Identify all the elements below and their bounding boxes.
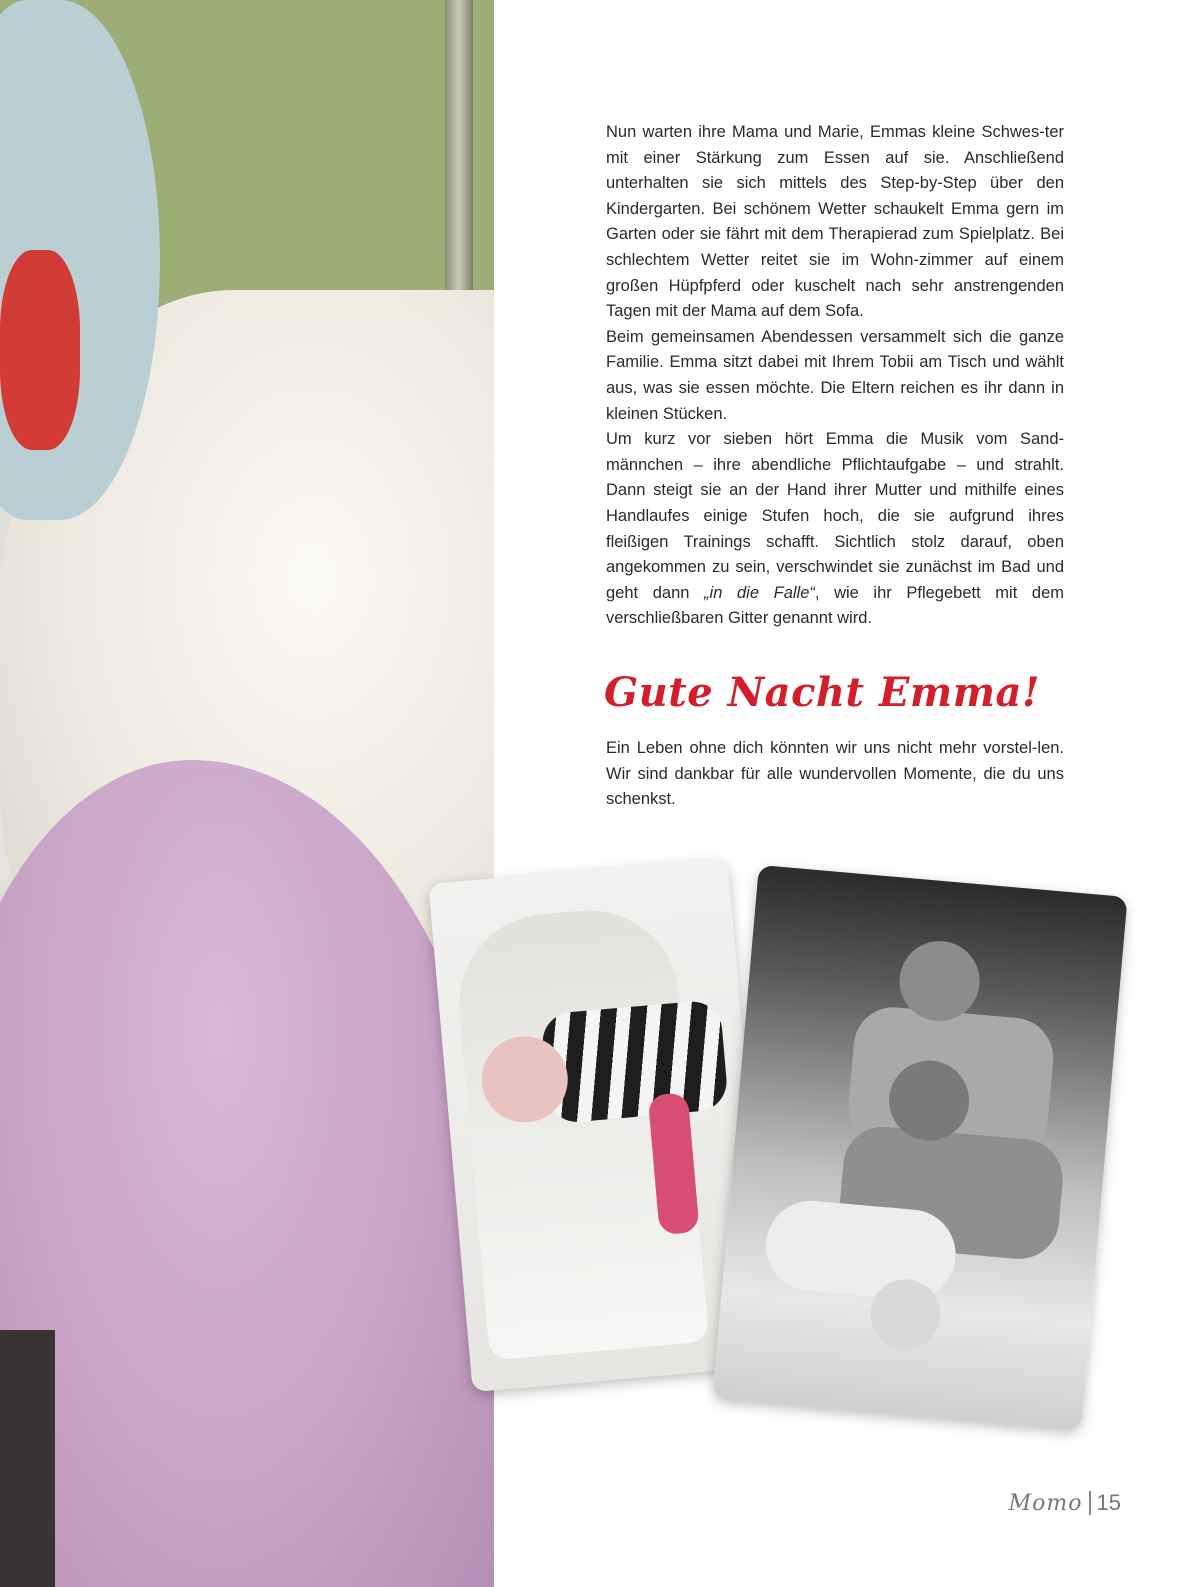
- paragraph-3-text: Um kurz vor sieben hört Emma die Musik vom Sand-männchen – ihre abendliche Pflichtaufgabe – und strahlt. Dann steigt sie an der Hand ihrer Mutter und mithilfe eines Handlaufes einige Stufen hoch, die sie aufgrund ihres fleißigen Trainings schafft. Sichtlich stolz darauf, oben angekommen zu sein, verschwindet sie zunächst im Bad und geht dann: [606, 430, 1064, 602]
- paragraph-1: Nun warten ihre Mama und Marie, Emmas kleine Schwes-ter mit einer Stärkung zum Essen auf sie. Anschließend unterhalten sie sich mittels des Step-by-Step über den Kindergarten. Bei schönem Wetter schaukelt Emma gern im Garten oder sie fährt mit dem Therapierad zum Spielplatz. Bei schlechtem Wetter reitet sie im Wohn-zimmer auf einem großen Hüpfpferd oder kuschelt nach sehr anstrengenden Tagen mit der Mama auf dem Sofa.: [606, 123, 1064, 321]
- photo-pole: [445, 0, 473, 300]
- paragraph-3-end: , wie ihr Pflegebett mit dem verschließbaren Gitter genannt wird.: [606, 583, 1064, 628]
- photo-girl-body: [540, 999, 729, 1124]
- magazine-name: Momo: [1008, 1490, 1083, 1516]
- closing-paragraph: Ein Leben ohne dich könnten wir uns nicht mehr vorstel-len. Wir sind dankbar für alle wundervollen Momente, die du uns schenkst.: [606, 739, 1064, 809]
- page-folio: [1009, 1490, 1121, 1516]
- section-heading: Gute Nacht Emma!: [604, 669, 1041, 716]
- photo-card-family: [712, 865, 1127, 1430]
- folio-divider: [1089, 1491, 1091, 1515]
- photo-pillow-print: [0, 250, 80, 450]
- article-body: [606, 120, 1064, 632]
- photo-baby-body: [762, 1197, 959, 1303]
- paragraph-3-quote: „in die Falle“: [704, 583, 815, 602]
- page-number: 15: [1096, 1490, 1121, 1515]
- paragraph-2: Beim gemeinsamen Abendessen versammelt sich die ganze Familie. Emma sitzt dabei mit Ihrem Tobii am Tisch und wählt aus, was sie essen möchte. Die Eltern reichen es ihr dann in kleinen Stücken.: [606, 327, 1064, 423]
- photo-shadow: [0, 1330, 55, 1587]
- paragraph-3: [606, 427, 1064, 632]
- cover-photo-girl: [0, 0, 494, 1587]
